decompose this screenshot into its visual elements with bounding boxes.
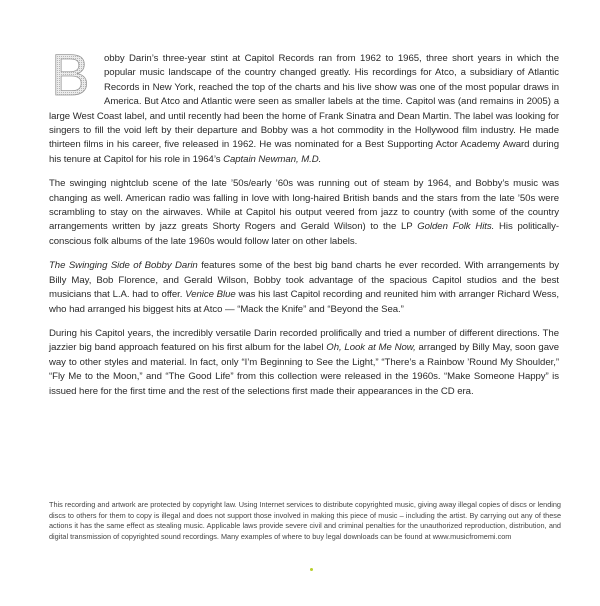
- copyright-notice: This recording and artwork are protected by copyright law. Using Internet services to distribute copyrighted music, giving away illegal copies of discs or lending discs to others for them to copy is illegal and does not support those involved in making this piece of music – including the artist. By carrying out any of these actions it has the same effect as stealing music. Applicable laws provide severe civil and criminal penalties for the unauthorized reproduction, distribution, and digital transmission of copyrighted sound recordings. Many examples of where to buy legal downloads can be found at www.musicfromemi.com: [49, 500, 561, 541]
- album-title-swinging-side: The Swinging Side of Bobby Darin: [49, 260, 198, 272]
- paragraph-4-text-end: arranged by Billy May, soon gave way to other styles and material. In fact, only “I’m Beginning to See the Light,” “There’s a Rainbow ’Round My Shoulder,” “Fly Me to the Moon,” and “The Good Life” from this collection were released in the 1960s. “Make Someone Happy” is issued here for the first time and the rest of the selections first made their appearances in the CD era.: [49, 342, 560, 397]
- paragraph-2-text-end: His politically-conscious folk albums of the late 1960s would follow later on other labels.: [49, 221, 560, 247]
- paragraph-2-text: The swinging nightclub scene of the late ’50s/early ’60s was running out of steam by 1964, and Bobby’s music was changing as well. American radio was falling in love with long-haired British bands and the stars from the late ’50s were scrambling to stay on the airwaves. While at Capitol his output veered from jazz to country (with some of the country arrangements written by jazz greats Shorty Rogers and Gerald Wilson) to the LP: [49, 178, 559, 233]
- drop-cap-letter: B: [51, 52, 90, 98]
- paragraph-3-text: features some of the best big band charts he ever recorded. With arrangements by Billy May, Bob Florence, and Gerald Wilson, Bobby took advantage of the spacious Capitol studios and the best musicians that L.A. had to offer.: [49, 260, 559, 301]
- paragraph-2: [49, 177, 559, 249]
- paragraph-1-text: obby Darin’s three-year stint at Capitol Records ran from 1962 to 1965, three short years in which the popular music landscape of the country changed greatly. His recordings for Atco, a subsidiary of Atlantic Records in New York, reached the top of the charts and his live show was one of the most popular draws in America. But Atco and Atlantic were seen as smaller labels at the time. Capitol was (and remains in 2005) a large West Coast label, and until recently had been the home of Frank Sinatra and Dean Martin. The label was looking for singers to fill the void left by their departure and Bobby was a hot commodity in the Hollywood film industry. He made thirteen films in his career, five released in 1962. He was nominated for a Best Supporting Actor Academy Award during his tenure at Capitol for his role in 1964’s: [49, 53, 559, 165]
- paragraph-3-text-end: was his last Capitol recording and reunited him with arranger Richard Wess, who had arranged his biggest hits at Atco — “Mack the Knife” and “Beyond the Sea.”: [49, 289, 559, 315]
- album-title-golden-folk-hits: Golden Folk Hits.: [417, 221, 495, 233]
- liner-notes-body: [49, 52, 559, 409]
- paragraph-3: [49, 259, 559, 317]
- drop-cap-glyph: [49, 52, 101, 98]
- paragraph-4-text: During his Capitol years, the incredibly versatile Darin recorded prolifically and tried a number of different directions. The jazzier big band approach featured on his first album for the label: [49, 327, 559, 354]
- film-title-captain-newman: Captain Newman, M.D.: [223, 153, 322, 165]
- paragraph-1: [49, 52, 559, 167]
- album-title-venice-blue: Venice Blue: [185, 289, 236, 301]
- paragraph-4: [49, 327, 559, 399]
- accent-dot: [310, 568, 313, 571]
- album-title-oh-look-at-me-now: Oh, Look at Me Now,: [326, 342, 416, 354]
- drop-cap-b: [49, 52, 101, 98]
